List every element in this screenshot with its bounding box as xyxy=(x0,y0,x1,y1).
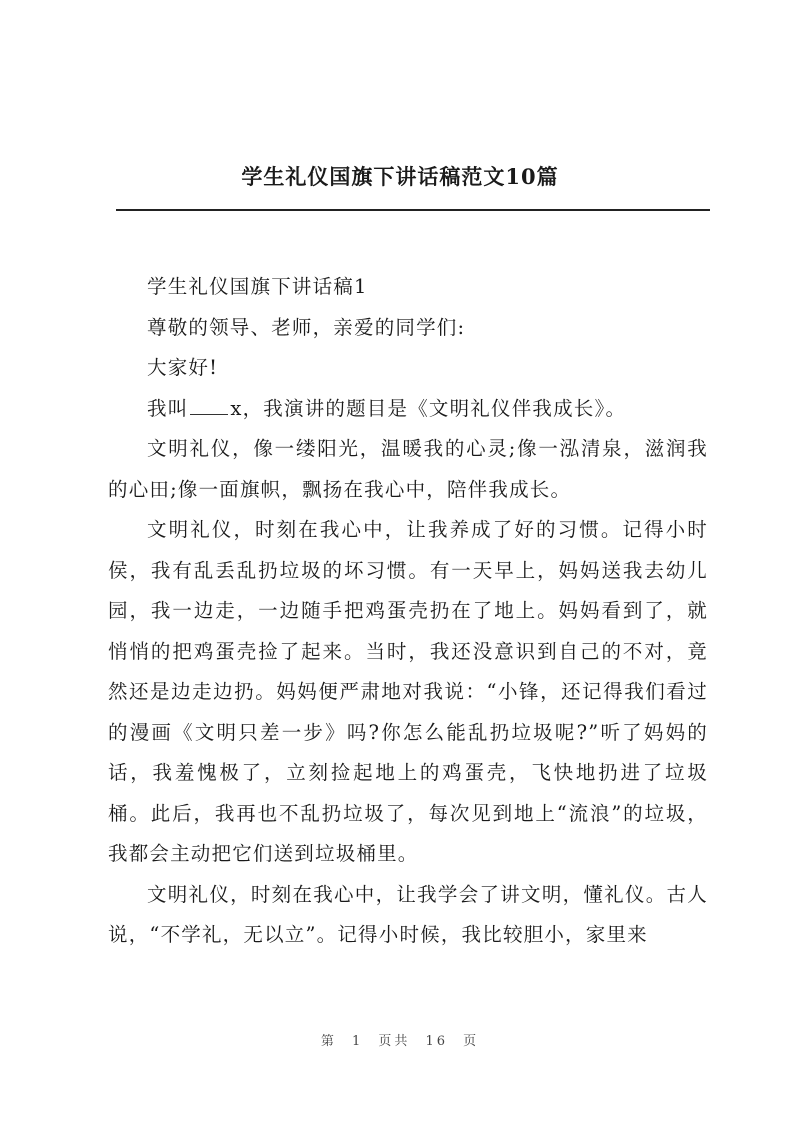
title-divider xyxy=(116,209,710,211)
intro-suffix: x，我演讲的题目是《文明礼仪伴我成长》。 xyxy=(230,396,627,420)
document-body xyxy=(108,266,708,956)
page-number-footer: 第 1 页共 16 页 xyxy=(320,1034,480,1049)
intro-prefix: 我叫 xyxy=(147,396,189,420)
paragraph-2: 文明礼仪，时刻在我心中，让我养成了好的习惯。记得小时侯，我有乱丢乱扔垃圾的坏习惯。有一天早上，妈妈送我去幼儿园，我一边走，一边随手把鸡蛋壳扔在了地上。妈妈看到了，就悄悄的把鸡蛋壳捡了起来。当时，我还没意识到自己的不对，竟然还是边走边扔。妈妈便严肃地对我说：“小锋，还记得我们看过的漫画《文明只差一步》吗?你怎么能乱扔垃圾呢?”听了妈妈的话，我羞愧极了，立刻捡起地上的鸡蛋壳，飞快地扔进了垃圾桶。此后，我再也不乱扔垃圾了，每次见到地上“流浪”的垃圾，我都会主动把它们送到垃圾桶里。 xyxy=(108,518,708,865)
paragraph-1: 文明礼仪，像一缕阳光，温暖我的心灵;像一泓清泉，滋润我的心田;像一面旗帜，飘扬在我心中，陪伴我成长。 xyxy=(108,437,708,501)
paragraph-3: 文明礼仪，时刻在我心中，让我学会了讲文明，懂礼仪。古人说，“不学礼，无以立”。记得小时候，我比较胆小，家里来 xyxy=(108,882,708,946)
hello-line: 大家好! xyxy=(147,356,219,379)
intro-line xyxy=(108,389,708,430)
document-title: 学生礼仪国旗下讲话稿范文10篇 xyxy=(241,164,559,189)
name-blank xyxy=(190,394,228,415)
greeting-line: 尊敬的领导、老师，亲爱的同学们: xyxy=(147,315,466,339)
speech-heading: 学生礼仪国旗下讲话稿1 xyxy=(147,275,368,298)
